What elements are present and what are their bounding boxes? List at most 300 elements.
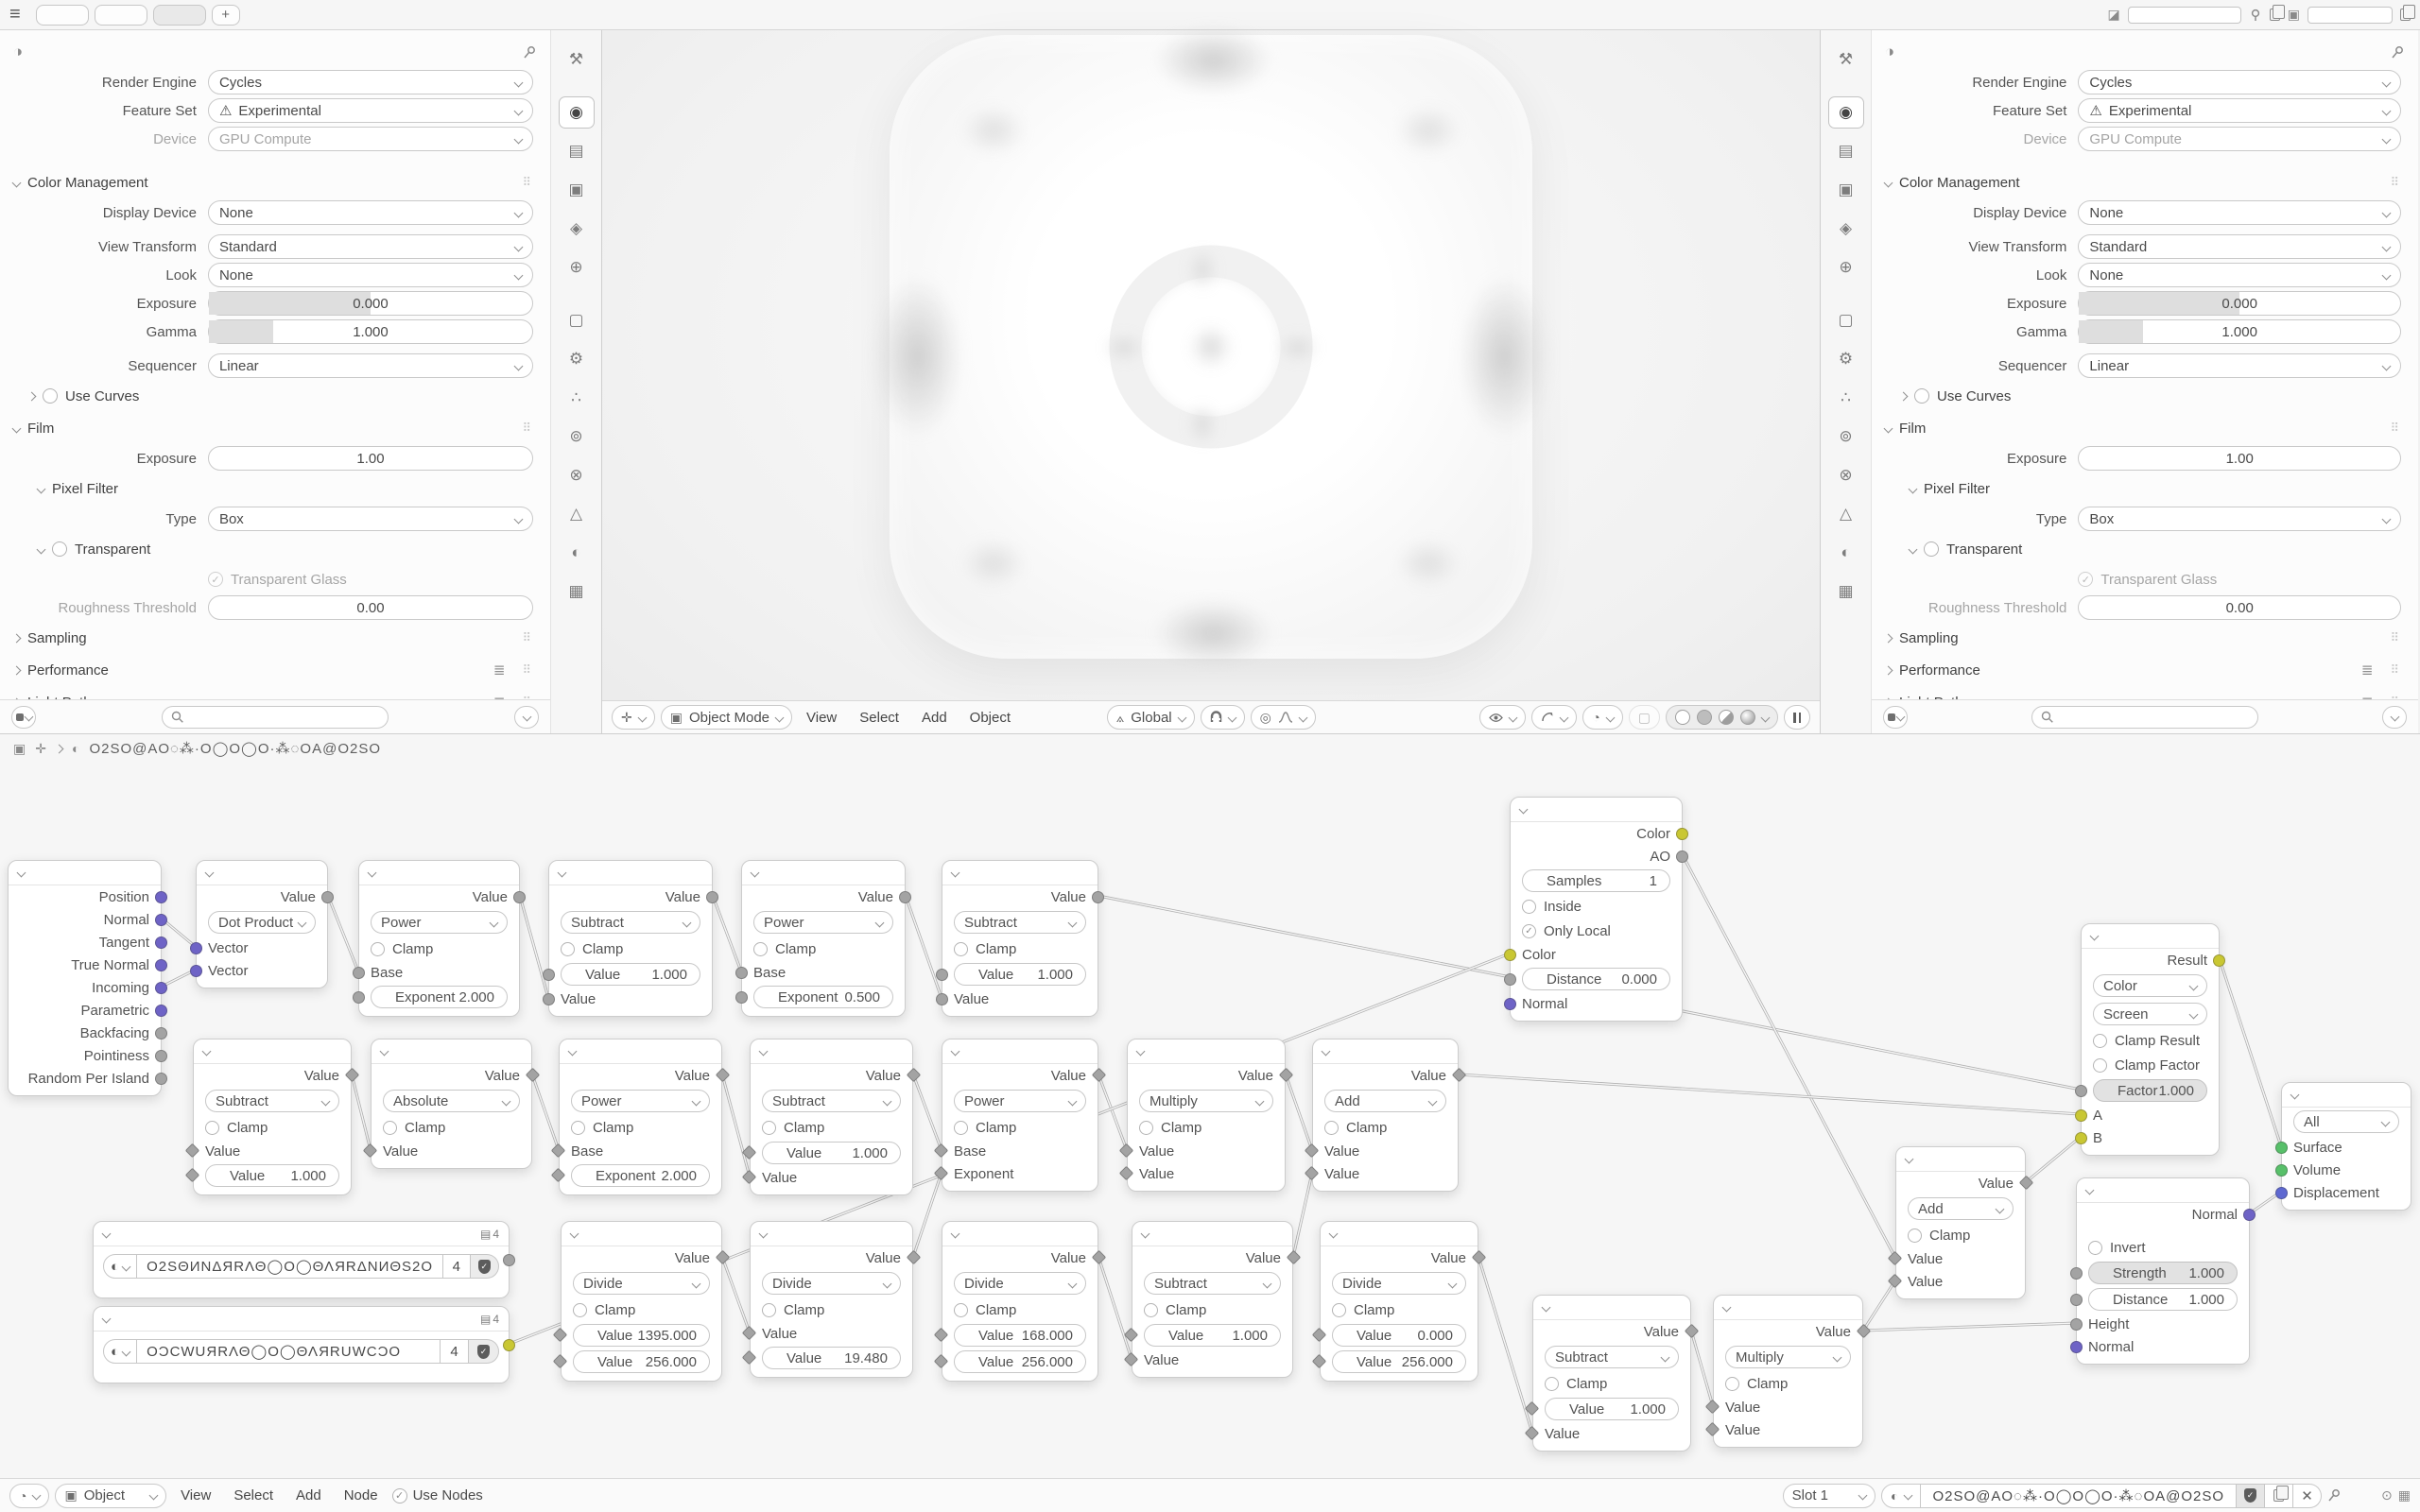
properties-tab-render[interactable] xyxy=(559,96,595,129)
value-field[interactable] xyxy=(954,963,1086,986)
properties-tab-output[interactable] xyxy=(1828,135,1864,167)
operation-dropdown[interactable] xyxy=(371,911,508,934)
options-button[interactable] xyxy=(514,706,539,729)
node-header[interactable] xyxy=(359,861,519,885)
properties-tab-view-layer[interactable] xyxy=(559,174,595,206)
node-m3[interactable] xyxy=(559,1039,722,1195)
menu-select[interactable]: Select xyxy=(233,1487,274,1503)
node-header[interactable] xyxy=(2082,924,2219,949)
operation-dropdown[interactable] xyxy=(1332,1272,1466,1295)
node-header[interactable] xyxy=(562,1222,721,1246)
socket[interactable] xyxy=(503,1254,515,1266)
node-header[interactable] xyxy=(942,861,1098,885)
gamma-field[interactable] xyxy=(2078,319,2401,344)
socket[interactable] xyxy=(2075,1085,2087,1097)
checkbox[interactable]: ✓ xyxy=(1522,924,1536,938)
collapse-chevron-icon[interactable] xyxy=(102,1314,112,1324)
socket[interactable] xyxy=(2275,1142,2288,1154)
operation-dropdown[interactable] xyxy=(2093,1003,2207,1025)
datablock-user-count[interactable]: 4 xyxy=(441,1339,469,1364)
section-sampling[interactable] xyxy=(1872,622,2418,654)
node-g2[interactable] xyxy=(93,1306,510,1383)
render-engine-dropdown[interactable] xyxy=(2078,70,2401,94)
socket[interactable] xyxy=(190,965,202,977)
subsection-pixel-filter[interactable] xyxy=(1872,472,2418,505)
shading-material-icon[interactable] xyxy=(1719,710,1734,725)
grip-icon[interactable]: ⠿ xyxy=(2390,421,2401,435)
value-field[interactable] xyxy=(2088,1262,2238,1284)
operation-dropdown[interactable] xyxy=(1324,1090,1446,1112)
workspace-tab-2[interactable] xyxy=(95,5,147,26)
node-m7[interactable] xyxy=(1312,1039,1459,1192)
node-header[interactable] xyxy=(1533,1296,1690,1320)
section-sampling[interactable] xyxy=(0,622,550,654)
properties-tab-constraints[interactable] xyxy=(1828,459,1864,491)
value-field[interactable] xyxy=(954,1324,1086,1347)
socket[interactable] xyxy=(1504,998,1516,1010)
node-header[interactable] xyxy=(94,1222,509,1246)
node-header[interactable] xyxy=(560,1040,721,1064)
mode-dropdown[interactable]: ▣ Object Mode xyxy=(661,705,792,730)
socket[interactable] xyxy=(155,1027,167,1040)
socket[interactable] xyxy=(2213,954,2225,967)
material-name-field[interactable]: O2SO@AO◌⁂·O◯O◯O·⁂◌OA@O2SO xyxy=(1921,1484,2237,1508)
properties-tab-material[interactable] xyxy=(1828,537,1864,569)
operation-dropdown[interactable] xyxy=(1139,1090,1273,1112)
look-dropdown[interactable] xyxy=(208,263,533,287)
collapse-chevron-icon[interactable] xyxy=(1542,1303,1551,1313)
properties-tab-world[interactable] xyxy=(559,251,595,284)
node-m6[interactable] xyxy=(1127,1039,1286,1192)
node-a1[interactable] xyxy=(1895,1146,2026,1299)
shading-solid-icon[interactable] xyxy=(1697,710,1712,725)
collapse-chevron-icon[interactable] xyxy=(2290,1091,2300,1100)
socket[interactable] xyxy=(936,993,948,1005)
node-header[interactable] xyxy=(549,861,712,885)
new-view-layer-icon[interactable] xyxy=(2400,9,2411,21)
node-n3[interactable] xyxy=(358,860,520,1017)
node-header[interactable] xyxy=(751,1040,912,1064)
sequencer-dropdown[interactable] xyxy=(208,353,533,378)
datablock-user-count[interactable]: 4 xyxy=(443,1254,471,1279)
checkbox[interactable] xyxy=(1324,1121,1339,1135)
properties-tab-view-layer[interactable] xyxy=(1828,174,1864,206)
socket[interactable] xyxy=(936,969,948,981)
node-header[interactable] xyxy=(1321,1222,1478,1246)
node-header[interactable] xyxy=(194,1040,351,1064)
node-header[interactable] xyxy=(2077,1178,2249,1203)
collapse-chevron-icon[interactable] xyxy=(759,1047,769,1057)
overlays-dropdown[interactable] xyxy=(1531,705,1577,730)
checkbox[interactable] xyxy=(1139,1121,1153,1135)
operation-dropdown[interactable] xyxy=(1144,1272,1281,1295)
checkbox[interactable] xyxy=(571,1121,585,1135)
socket[interactable] xyxy=(735,991,748,1004)
roughness-threshold-field[interactable] xyxy=(2078,595,2401,620)
socket[interactable] xyxy=(2070,1318,2083,1331)
socket[interactable] xyxy=(1676,828,1688,840)
socket[interactable] xyxy=(190,942,202,954)
checkbox[interactable] xyxy=(954,942,968,956)
list-filter-icon[interactable]: ≣ xyxy=(493,662,506,679)
value-field[interactable] xyxy=(1332,1350,1466,1373)
socket[interactable] xyxy=(353,967,365,979)
grip-icon[interactable]: ⠿ xyxy=(522,421,533,435)
menu-node[interactable]: Node xyxy=(343,1487,378,1503)
properties-tab-physics[interactable] xyxy=(1828,421,1864,453)
checkbox[interactable] xyxy=(1332,1303,1346,1317)
proportional-edit-toggle[interactable]: ◎ xyxy=(1251,705,1316,730)
pin-icon[interactable] xyxy=(2391,45,2405,60)
checkbox[interactable] xyxy=(1725,1377,1739,1391)
collapse-chevron-icon[interactable] xyxy=(1322,1047,1331,1057)
socket[interactable] xyxy=(2070,1294,2083,1306)
node-header[interactable] xyxy=(742,861,905,885)
section-performance[interactable] xyxy=(1872,654,2418,686)
operation-dropdown[interactable] xyxy=(208,911,316,934)
node-bump[interactable] xyxy=(2076,1177,2250,1365)
node-out[interactable] xyxy=(2281,1082,2411,1211)
collapse-chevron-icon[interactable] xyxy=(1141,1229,1150,1239)
socket[interactable] xyxy=(2275,1164,2288,1177)
socket[interactable] xyxy=(155,982,167,994)
checkbox[interactable] xyxy=(762,1303,776,1317)
collapse-chevron-icon[interactable] xyxy=(2090,932,2100,941)
socket[interactable] xyxy=(1504,973,1516,986)
view-transform-dropdown[interactable] xyxy=(2078,234,2401,259)
socket[interactable] xyxy=(155,1073,167,1085)
menu-add[interactable]: Add xyxy=(296,1487,321,1503)
node-mix[interactable] xyxy=(2081,923,2220,1156)
fake-user-shield-button[interactable] xyxy=(471,1254,499,1279)
subsection-pixel-filter[interactable] xyxy=(0,472,550,505)
filter-button[interactable] xyxy=(11,706,36,729)
socket[interactable] xyxy=(706,891,718,903)
display-device-dropdown[interactable] xyxy=(2078,200,2401,225)
datablock-name-field[interactable]: OƆCWUЯRΛΘ◯O◯ΘΛЯRUWCƆO xyxy=(137,1339,441,1364)
node-n5[interactable] xyxy=(741,860,906,1017)
collapse-chevron-icon[interactable] xyxy=(368,868,377,878)
roughness-threshold-field[interactable] xyxy=(208,595,533,620)
operation-dropdown[interactable] xyxy=(2093,974,2207,997)
operation-dropdown[interactable] xyxy=(205,1090,339,1112)
value-field[interactable] xyxy=(1522,869,1670,892)
properties-tab-texture[interactable] xyxy=(1828,576,1864,608)
checkbox[interactable] xyxy=(561,942,575,956)
socket[interactable] xyxy=(543,969,555,981)
properties-tab-object-data[interactable] xyxy=(559,498,595,530)
node-d3[interactable] xyxy=(942,1221,1098,1382)
node-d2[interactable] xyxy=(750,1221,913,1378)
shader-type-dropdown[interactable]: ▣ Object xyxy=(55,1484,166,1508)
subsection-transparent[interactable] xyxy=(0,533,550,565)
socket[interactable] xyxy=(2243,1209,2256,1221)
operation-dropdown[interactable] xyxy=(1725,1346,1851,1368)
socket[interactable] xyxy=(2275,1187,2288,1199)
operation-dropdown[interactable] xyxy=(762,1090,901,1112)
collapse-chevron-icon[interactable] xyxy=(951,1047,960,1057)
node-canvas[interactable] xyxy=(0,763,2420,1479)
properties-tab-scene[interactable] xyxy=(559,213,595,245)
operation-dropdown[interactable] xyxy=(573,1272,710,1295)
collapse-chevron-icon[interactable] xyxy=(2085,1186,2095,1195)
datablock-browse-button[interactable] xyxy=(103,1339,137,1364)
node-header[interactable] xyxy=(1128,1040,1285,1064)
value-field[interactable] xyxy=(1522,968,1670,990)
properties-tab-world[interactable] xyxy=(1828,251,1864,284)
properties-tab-constraints[interactable] xyxy=(559,459,595,491)
feature-set-dropdown[interactable] xyxy=(2078,98,2401,123)
socket[interactable] xyxy=(155,1050,167,1062)
value-field[interactable] xyxy=(1332,1324,1466,1347)
snap-toggle[interactable] xyxy=(1201,705,1245,730)
editor-type-button[interactable]: ◔ xyxy=(9,1484,49,1508)
socket[interactable] xyxy=(513,891,526,903)
material-browse-dropdown[interactable]: ◐ xyxy=(1881,1484,1921,1508)
gamma-field[interactable] xyxy=(208,319,533,344)
checkbox[interactable] xyxy=(383,1121,397,1135)
value-field[interactable] xyxy=(762,1347,901,1369)
socket[interactable] xyxy=(2070,1341,2083,1353)
new-material-button[interactable] xyxy=(2265,1484,2293,1508)
grip-icon[interactable]: ⠿ xyxy=(522,662,533,677)
grip-icon[interactable]: ⠿ xyxy=(522,175,533,189)
node-header[interactable] xyxy=(372,1040,531,1064)
checkbox[interactable]: ✓ xyxy=(208,572,223,587)
exposure-field[interactable] xyxy=(208,446,533,471)
row-use-curves[interactable] xyxy=(0,380,550,412)
checkbox[interactable] xyxy=(954,1303,968,1317)
node-header[interactable] xyxy=(1714,1296,1862,1320)
properties-tab-particles[interactable] xyxy=(1828,382,1864,414)
operation-dropdown[interactable] xyxy=(2293,1110,2399,1133)
socket[interactable] xyxy=(1676,850,1688,863)
operation-dropdown[interactable] xyxy=(1908,1197,2014,1220)
node-m2[interactable] xyxy=(371,1039,532,1169)
properties-tab-scene[interactable] xyxy=(1828,213,1864,245)
properties-tab-modifiers[interactable] xyxy=(1828,343,1864,375)
collapse-chevron-icon[interactable] xyxy=(1136,1047,1146,1057)
ghost-toggle[interactable]: ▢ xyxy=(1629,705,1660,730)
datablock-browse-button[interactable] xyxy=(103,1254,137,1279)
collapse-chevron-icon[interactable] xyxy=(1905,1155,1914,1164)
fake-user-shield-button[interactable] xyxy=(469,1339,499,1364)
scene-field[interactable] xyxy=(2128,7,2241,24)
collapse-chevron-icon[interactable] xyxy=(570,1229,579,1239)
orientation-dropdown[interactable]: ⟑ Global xyxy=(1107,705,1195,730)
node-header[interactable] xyxy=(942,1040,1098,1064)
properties-tab-render[interactable] xyxy=(1828,96,1864,129)
pin-icon[interactable] xyxy=(2327,1488,2342,1503)
socket[interactable] xyxy=(503,1339,515,1351)
node-m4[interactable] xyxy=(750,1039,913,1195)
properties-tab-output[interactable] xyxy=(559,135,595,167)
node-header[interactable] xyxy=(9,861,161,885)
checkbox[interactable] xyxy=(205,1121,219,1135)
checkbox[interactable] xyxy=(753,942,768,956)
node-g1[interactable] xyxy=(93,1221,510,1298)
properties-tab-object[interactable] xyxy=(559,304,595,336)
value-field[interactable] xyxy=(954,1350,1086,1373)
operation-dropdown[interactable] xyxy=(1545,1346,1679,1368)
socket[interactable] xyxy=(321,891,334,903)
value-field[interactable] xyxy=(753,986,893,1008)
node-header[interactable] xyxy=(1313,1040,1458,1064)
node-header[interactable] xyxy=(2282,1083,2411,1108)
node-d5[interactable] xyxy=(1320,1221,1478,1382)
operation-dropdown[interactable] xyxy=(561,911,700,934)
viewport-3d[interactable] xyxy=(602,30,1820,733)
properties-tab-material[interactable] xyxy=(559,537,595,569)
pin-icon[interactable] xyxy=(2249,9,2262,22)
exposure-field[interactable] xyxy=(2078,291,2401,316)
operation-dropdown[interactable] xyxy=(762,1272,901,1295)
socket[interactable] xyxy=(155,914,167,926)
collapse-chevron-icon[interactable] xyxy=(1329,1229,1339,1239)
filter-button[interactable] xyxy=(1883,706,1908,729)
section-color-management[interactable] xyxy=(1872,166,2418,198)
menu-add[interactable]: Add xyxy=(921,709,947,726)
collapse-chevron-icon[interactable] xyxy=(951,868,960,878)
device-dropdown[interactable] xyxy=(208,127,533,151)
toggle-checkbox[interactable] xyxy=(1924,541,1939,557)
section-film[interactable] xyxy=(0,412,550,444)
shading-wireframe-icon[interactable] xyxy=(1675,710,1690,725)
node-m1[interactable] xyxy=(193,1039,352,1195)
checkbox[interactable] xyxy=(954,1121,968,1135)
checkbox[interactable] xyxy=(762,1121,776,1135)
toggle-checkbox[interactable] xyxy=(43,388,58,404)
grip-icon[interactable]: ⠿ xyxy=(2390,630,2401,644)
overlay-icon[interactable]: ▦ xyxy=(2397,1487,2411,1503)
row-use-curves[interactable] xyxy=(1872,380,2418,412)
search-input[interactable] xyxy=(162,706,389,729)
socket[interactable] xyxy=(2075,1109,2087,1122)
value-field[interactable] xyxy=(573,1350,710,1373)
new-scene-icon[interactable] xyxy=(2270,9,2280,21)
checkbox[interactable] xyxy=(1908,1228,1922,1243)
pin-icon[interactable] xyxy=(523,45,537,60)
workspace-tab-1[interactable] xyxy=(36,5,89,26)
editor-type-button[interactable]: ✛ xyxy=(612,705,655,730)
collapse-chevron-icon[interactable] xyxy=(558,868,567,878)
properties-tab-particles[interactable] xyxy=(559,382,595,414)
menu-icon[interactable]: ≡ xyxy=(9,4,21,25)
section-film[interactable] xyxy=(1872,412,2418,444)
collapse-chevron-icon[interactable] xyxy=(759,1229,769,1239)
checkbox[interactable] xyxy=(2093,1058,2107,1073)
checkbox[interactable] xyxy=(2088,1241,2102,1255)
properties-tab-physics[interactable] xyxy=(559,421,595,453)
socket[interactable] xyxy=(353,991,365,1004)
node-header[interactable] xyxy=(94,1307,509,1332)
value-field[interactable] xyxy=(571,1164,710,1187)
sequencer-dropdown[interactable] xyxy=(2078,353,2401,378)
xray-toggle[interactable]: ◔ xyxy=(1582,705,1622,730)
node-header[interactable] xyxy=(1896,1147,2025,1172)
checkbox[interactable] xyxy=(1545,1377,1559,1391)
list-filter-icon[interactable]: ≣ xyxy=(2360,662,2374,679)
render-engine-dropdown[interactable] xyxy=(208,70,533,94)
options-button[interactable] xyxy=(2382,706,2407,729)
properties-tab-tool[interactable] xyxy=(559,43,595,76)
show-gizmo-dropdown[interactable] xyxy=(1479,705,1526,730)
node-header[interactable] xyxy=(1132,1222,1292,1246)
checkbox[interactable] xyxy=(1144,1303,1158,1317)
display-device-dropdown[interactable] xyxy=(208,200,533,225)
collapse-chevron-icon[interactable] xyxy=(1519,805,1529,815)
operation-dropdown[interactable] xyxy=(571,1090,710,1112)
collapse-chevron-icon[interactable] xyxy=(17,868,26,878)
socket[interactable] xyxy=(543,993,555,1005)
collapse-chevron-icon[interactable] xyxy=(380,1047,389,1057)
shading-mode-group[interactable] xyxy=(1666,705,1778,730)
type-dropdown[interactable] xyxy=(2078,507,2401,531)
toggle-checkbox[interactable] xyxy=(52,541,67,557)
collapse-chevron-icon[interactable] xyxy=(751,868,760,878)
section-performance[interactable] xyxy=(0,654,550,686)
node-d4[interactable] xyxy=(1132,1221,1293,1378)
collapse-chevron-icon[interactable] xyxy=(202,1047,212,1057)
grip-icon[interactable]: ⠿ xyxy=(2390,175,2401,189)
menu-view[interactable]: View xyxy=(181,1487,212,1503)
node-ao[interactable] xyxy=(1510,797,1683,1022)
properties-tab-object-data[interactable] xyxy=(1828,498,1864,530)
node-m5[interactable] xyxy=(942,1039,1098,1192)
node-header[interactable] xyxy=(197,861,327,885)
socket[interactable] xyxy=(155,959,167,971)
node-header[interactable] xyxy=(1511,798,1682,822)
properties-tab-object[interactable] xyxy=(1828,304,1864,336)
menu-view[interactable]: View xyxy=(806,709,838,726)
node-s1[interactable] xyxy=(1532,1295,1691,1452)
operation-dropdown[interactable] xyxy=(954,911,1086,934)
collapse-chevron-icon[interactable] xyxy=(568,1047,578,1057)
node-s2[interactable] xyxy=(1713,1295,1863,1448)
subsection-transparent[interactable] xyxy=(1872,533,2418,565)
view-transform-dropdown[interactable] xyxy=(208,234,533,259)
properties-tab-tool[interactable] xyxy=(1828,43,1864,76)
properties-tab-modifiers[interactable] xyxy=(559,343,595,375)
datablock-name-field[interactable]: O2SΘИNΔЯRΛΘ◯O◯ΘΛЯRΔNИΘS2O xyxy=(137,1254,443,1279)
section-color-management[interactable] xyxy=(0,166,550,198)
grip-icon[interactable]: ⠿ xyxy=(522,630,533,644)
operation-dropdown[interactable] xyxy=(954,1090,1086,1112)
device-dropdown[interactable] xyxy=(2078,127,2401,151)
collapse-chevron-icon[interactable] xyxy=(951,1229,960,1239)
checkbox[interactable]: ✓ xyxy=(2078,572,2093,587)
checkbox[interactable] xyxy=(573,1303,587,1317)
use-nodes-checkbox[interactable]: ✓ xyxy=(392,1488,407,1503)
checkbox[interactable] xyxy=(1522,900,1536,914)
operation-dropdown[interactable] xyxy=(954,1272,1086,1295)
feature-set-dropdown[interactable] xyxy=(208,98,533,123)
shading-rendered-icon[interactable] xyxy=(1740,710,1755,725)
value-field[interactable] xyxy=(561,963,700,986)
value-field[interactable] xyxy=(1545,1398,1679,1420)
value-field[interactable] xyxy=(2093,1079,2207,1102)
node-header[interactable] xyxy=(942,1222,1098,1246)
add-workspace-button[interactable]: + xyxy=(212,5,240,26)
node-dot[interactable] xyxy=(196,860,328,988)
socket[interactable] xyxy=(155,891,167,903)
value-field[interactable] xyxy=(573,1324,710,1347)
socket[interactable] xyxy=(2075,1132,2087,1144)
view-layer-field[interactable] xyxy=(2308,7,2393,24)
checkbox[interactable] xyxy=(371,942,385,956)
node-d1[interactable] xyxy=(561,1221,722,1382)
socket[interactable] xyxy=(735,967,748,979)
